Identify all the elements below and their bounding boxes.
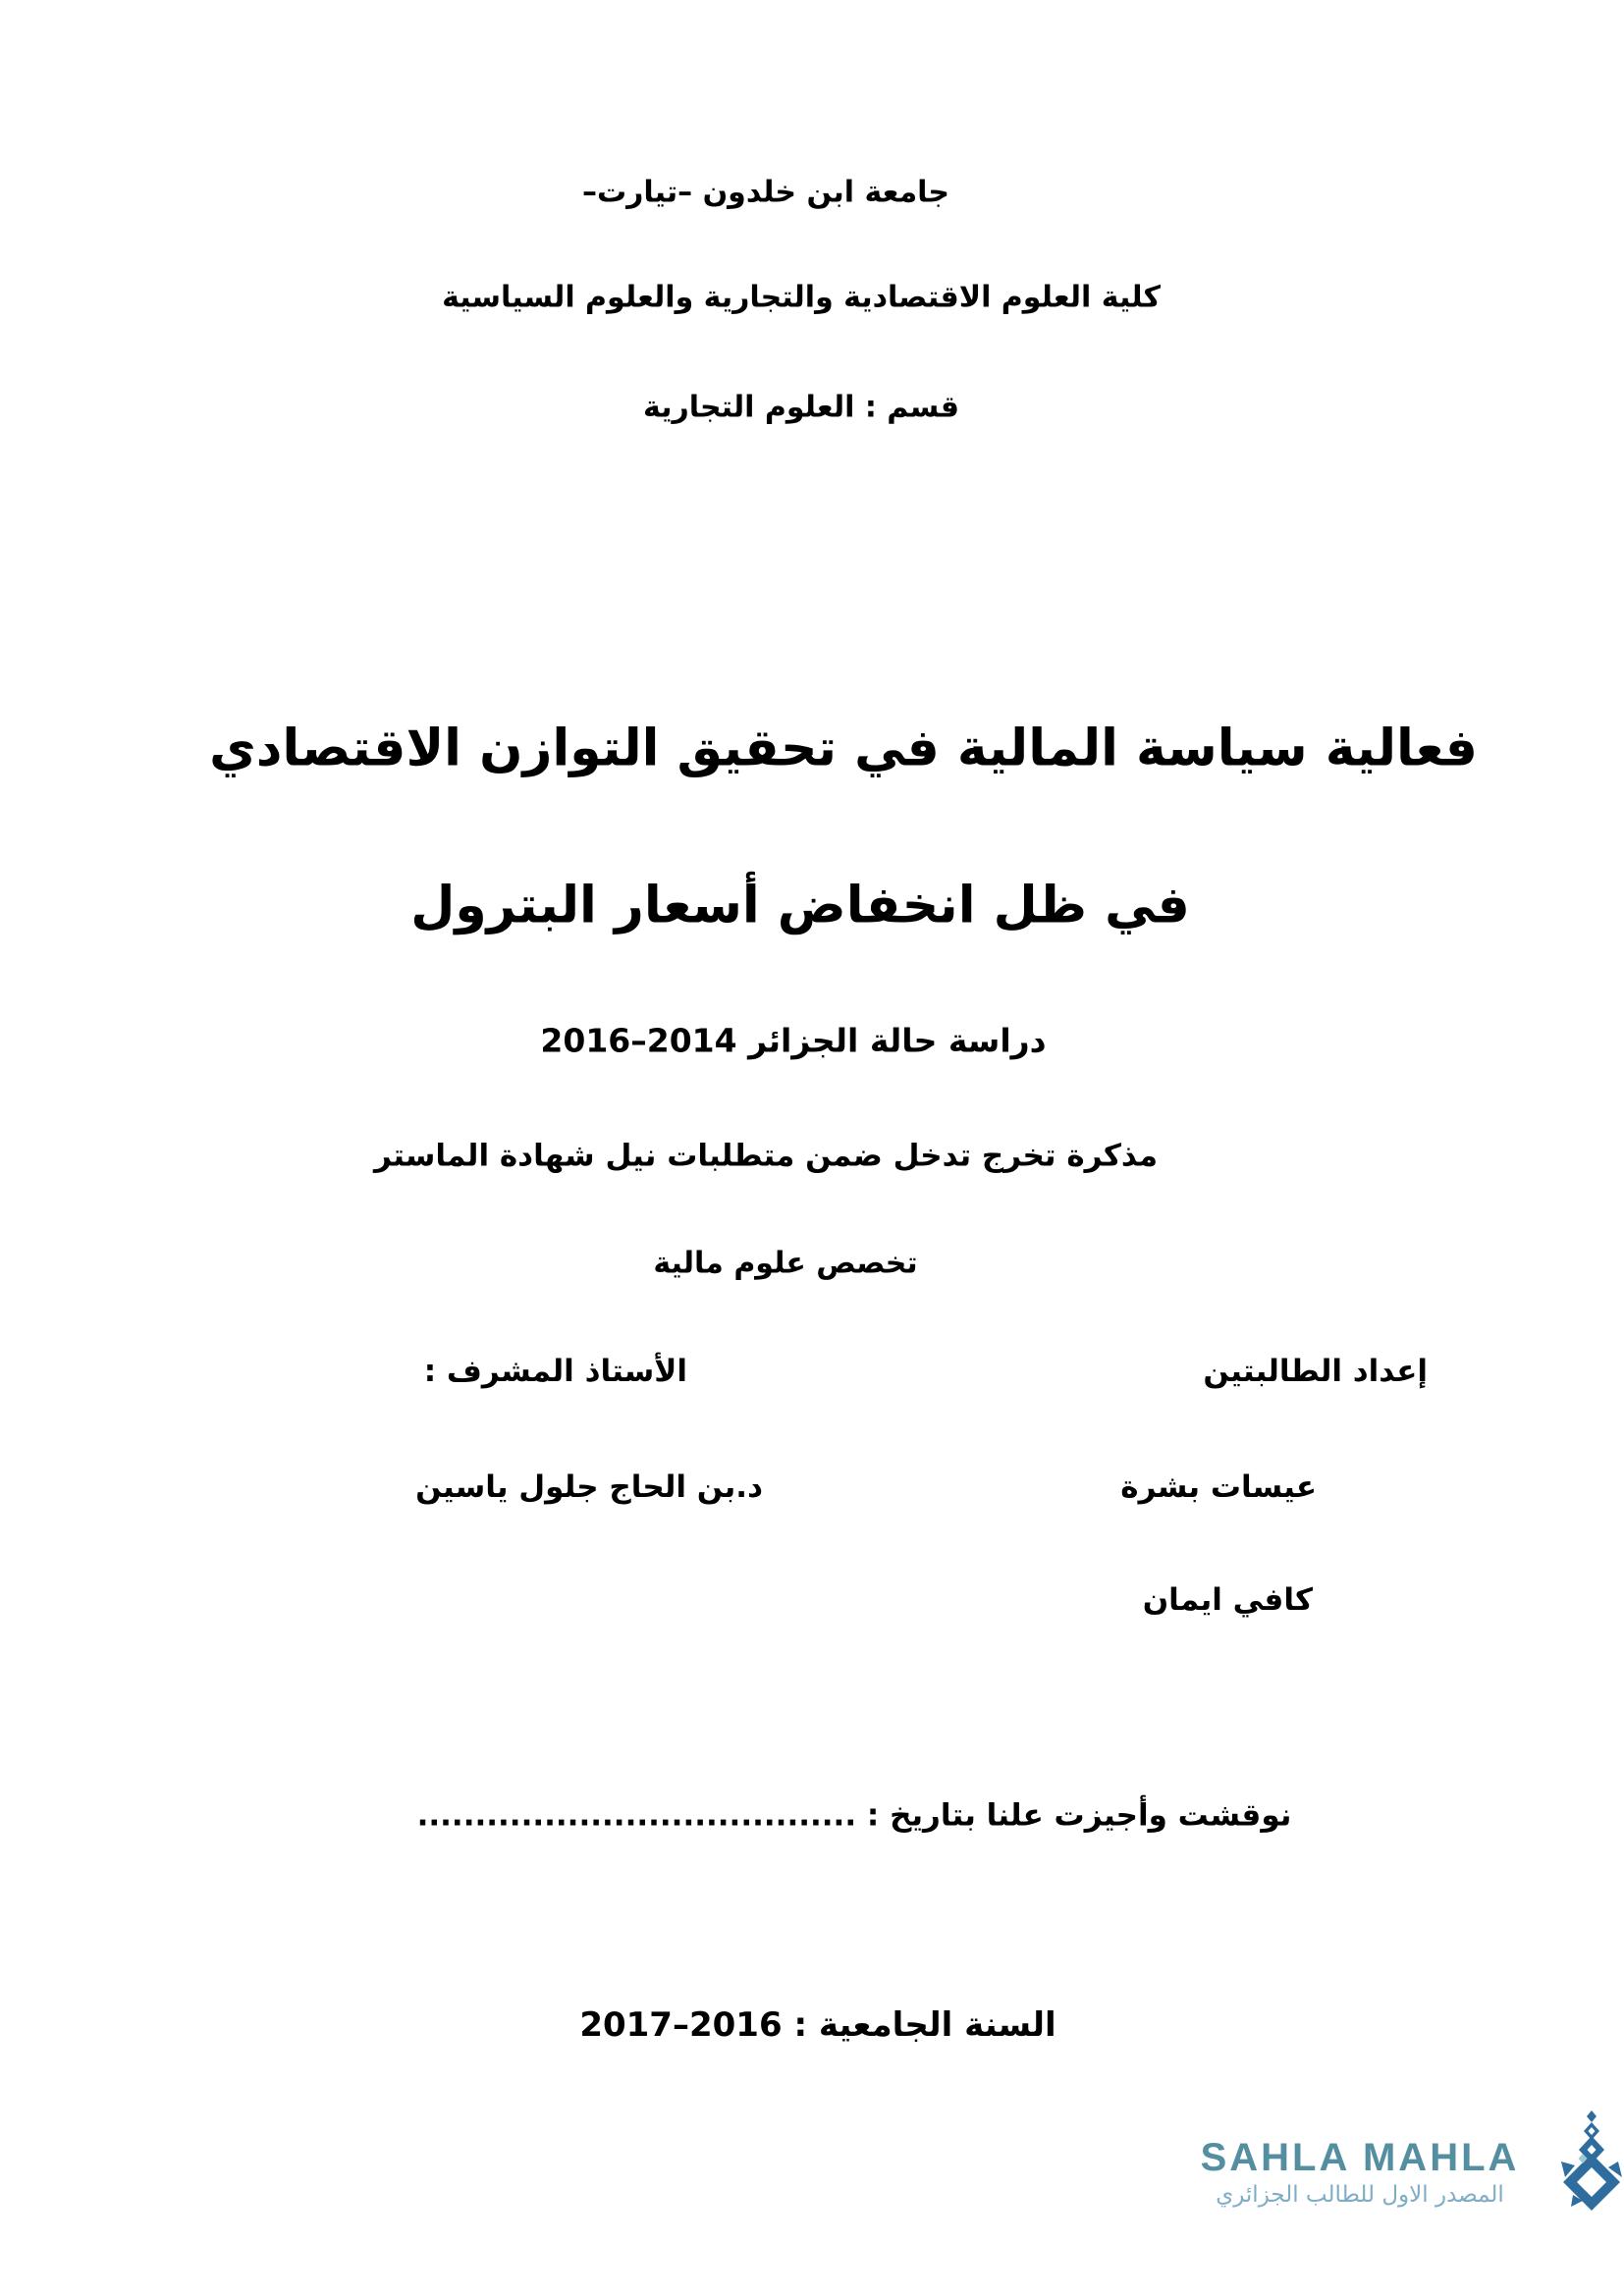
brand-tagline: المصدر الاول للطالب الجزائري [1216, 2182, 1504, 2208]
university-name: جامعة ابن خلدون –تيارت– [581, 175, 950, 210]
supervisor-name: د.بن الحاج جلول ياسين [415, 1469, 763, 1505]
department-name: قسم : العلوم التجارية [643, 390, 959, 425]
thesis-title-line2: في ظل انخفاض أسعار البترول [410, 876, 1190, 935]
academic-year: السنة الجامعية : 2016–2017 [579, 2004, 1056, 2045]
supervisor-label: الأستاذ المشرف : [423, 1354, 687, 1389]
case-study-subtitle: دراسة حالة الجزائر 2014–2016 [540, 1021, 1047, 1060]
thesis-type-note: مذكرة تخرج تدخل ضمن متطلبات نيل شهادة الماستر [373, 1138, 1159, 1174]
faculty-name: كلية العلوم الاقتصادية والتجارية والعلوم السياسية [442, 280, 1161, 315]
specialization: تخصص علوم مالية [653, 1246, 918, 1281]
brand-text-block [1180, 2138, 1540, 2208]
sahla-mahla-kufic-icon [1561, 2110, 1622, 2213]
defense-date-line: نوقشت وأجيزت علنا بتاريخ : ...................................... [416, 1797, 1292, 1834]
brand-name: SAHLA MAHLA [1200, 2136, 1520, 2179]
prepared-by-label: إعداد الطالبتين [1203, 1354, 1428, 1389]
student-name-2: كافي ايمان [1142, 1582, 1313, 1618]
student-name-1: عيسات بشرة [1120, 1469, 1317, 1505]
thesis-title-line1: فعالية سياسة المالية في تحقيق التوازن الاقتصادي [209, 719, 1478, 778]
brand-logo [1174, 2110, 1624, 2238]
